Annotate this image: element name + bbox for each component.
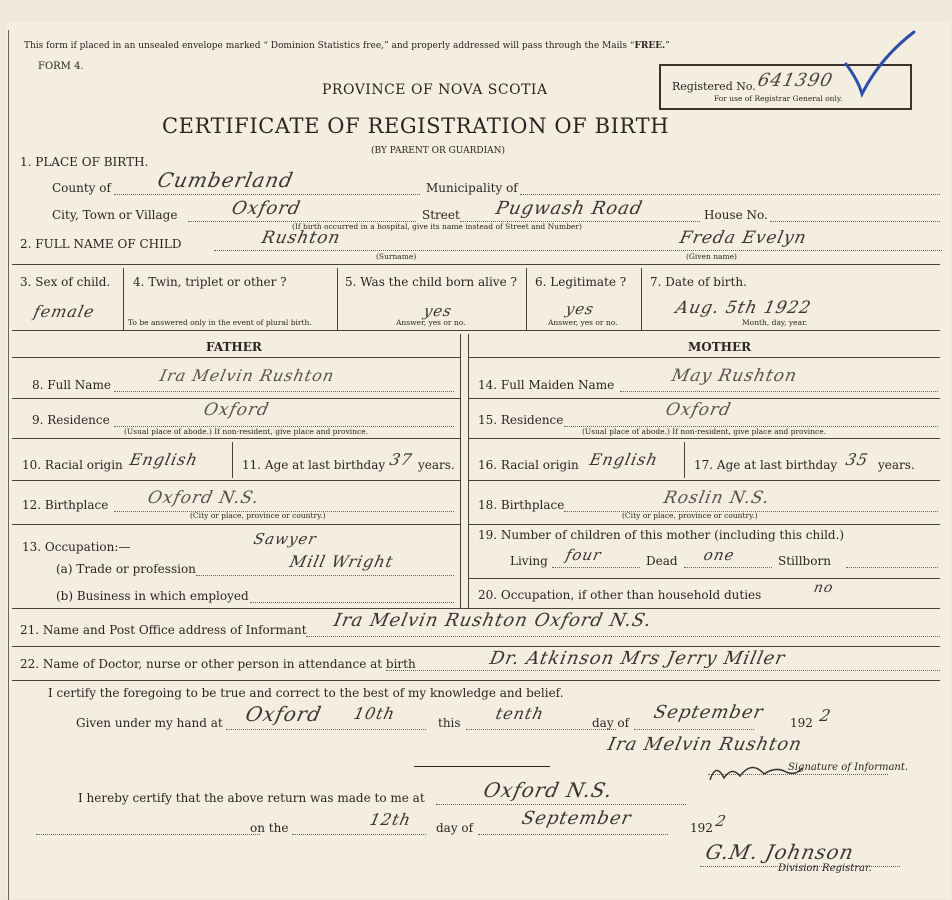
this-value: tenth: [493, 704, 546, 723]
father-residence: Oxford: [201, 400, 272, 420]
year-prefix: 192: [790, 716, 813, 730]
dead-value: one: [702, 546, 737, 564]
father-residence-label: 9. Residence: [32, 413, 110, 427]
legitimate-value: yes: [564, 300, 596, 318]
signature-caption: Signature of Informant.: [788, 762, 909, 773]
registered-label: Registered No.: [672, 80, 756, 93]
mother-age-label: 17. Age at last birthday: [694, 458, 838, 472]
father-residence-caption: (Usual place of abode.) If non-resident, give place and province.: [124, 427, 369, 436]
father-age-unit: years.: [418, 458, 455, 472]
mother-name-label: 14. Full Maiden Name: [478, 378, 615, 392]
signature-scribble-icon: [706, 756, 806, 786]
mother-racial-label: 16. Racial origin: [478, 458, 579, 472]
mother-racial: English: [587, 450, 661, 469]
registrar-caption: Division Registrar.: [778, 863, 872, 874]
alive-label: 5. Was the child born alive ?: [345, 275, 517, 289]
mother-age: 35: [843, 450, 871, 469]
alive-caption: Answer, yes or no.: [396, 318, 466, 327]
mother-maiden-name: May Rushton: [669, 366, 800, 386]
paper-edge: [8, 30, 9, 900]
doctor-value: Dr. Atkinson Mrs Jerry Miller: [487, 648, 788, 669]
sex-label: 3. Sex of child.: [20, 275, 111, 289]
on-the-value: 12th: [367, 810, 414, 829]
father-racial-label: 10. Racial origin: [22, 458, 123, 472]
mother-residence-label: 15. Residence: [478, 413, 564, 427]
city-value: Oxford: [229, 198, 303, 219]
page-subtitle: (BY PARENT OR GUARDIAN): [371, 146, 506, 156]
year-suffix: 2: [817, 706, 834, 725]
place-of-birth-heading: 1. PLACE OF BIRTH.: [20, 155, 149, 169]
given-place: Oxford: [243, 702, 325, 726]
city-label: City, Town or Village: [52, 208, 178, 222]
father-occupation-label: 13. Occupation:—: [22, 540, 131, 554]
living-label: Living: [510, 554, 548, 568]
mother-occupation-label: 20. Occupation, if other than household duties: [478, 588, 762, 602]
year-prefix-2: 192: [690, 821, 713, 835]
checkmark-icon: [840, 28, 920, 100]
father-name: Ira Melvin Rushton: [157, 366, 337, 385]
informant-signature: Ira Melvin Rushton: [605, 734, 805, 755]
father-heading: FATHER: [206, 340, 262, 354]
children-count-label: 19. Number of children of this mother (including this child.): [478, 528, 845, 542]
mother-birthplace-label: 18. Birthplace: [478, 498, 565, 512]
father-birthplace: Oxford N.S.: [145, 488, 262, 508]
informant-value: Ira Melvin Rushton Oxford N.S.: [331, 610, 654, 631]
father-age: 37: [387, 450, 415, 469]
sex-value: female: [31, 302, 97, 321]
father-birthplace-label: 12. Birthplace: [22, 498, 109, 512]
month-value-2: September: [519, 808, 634, 829]
municipality-label: Municipality of: [426, 181, 518, 195]
dead-label: Dead: [646, 554, 678, 568]
return-statement: I hereby certify that the above return was made to me at: [78, 791, 425, 805]
alive-value: yes: [422, 302, 454, 320]
legitimate-caption: Answer, yes or no.: [548, 318, 618, 327]
form-number: FORM 4.: [38, 61, 84, 72]
date-value: Aug. 5th 1922: [673, 298, 814, 318]
father-birthplace-caption: (City or place, province or country.): [190, 511, 326, 520]
mother-residence-caption: (Usual place of abode.) If non-resident, give place and province.: [582, 427, 827, 436]
mother-birthplace-caption: (City or place, province or country.): [622, 511, 758, 520]
date-label: 7. Date of birth.: [650, 275, 747, 289]
stillborn-label: Stillborn: [778, 554, 831, 568]
father-age-label: 11. Age at last birthday: [242, 458, 386, 472]
certify-statement: I certify the foregoing to be true and correct to the best of my knowledge and belief.: [48, 686, 564, 700]
month-value: September: [651, 702, 766, 723]
province-heading: PROVINCE OF NOVA SCOTIA: [322, 82, 548, 98]
child-given-name: Freda Evelyn: [677, 228, 809, 248]
year-suffix-2: 2: [714, 812, 729, 830]
this-label: this: [438, 716, 461, 730]
informant-label: 21. Name and Post Office address of Informant: [20, 623, 307, 637]
father-occupation: Sawyer: [252, 530, 319, 548]
child-surname: Rushton: [259, 228, 343, 248]
doctor-label: 22. Name of Doctor, nurse or other person in attendance at birth: [20, 657, 416, 671]
living-value: four: [564, 546, 604, 564]
father-racial: English: [127, 450, 201, 469]
house-label: House No.: [704, 208, 768, 222]
county-label: County of: [52, 181, 111, 195]
business-label: (b) Business in which employed: [56, 589, 249, 603]
return-place: Oxford N.S.: [481, 778, 616, 802]
mother-birthplace: Roslin N.S.: [661, 488, 772, 508]
registrar-only-note: For use of Registrar General only.: [714, 94, 843, 103]
county-value: Cumberland: [155, 168, 296, 192]
given-day: 10th: [351, 704, 398, 723]
day-of-label: day of: [592, 716, 630, 730]
trade-label: (a) Trade or profession: [56, 562, 196, 576]
street-value: Pugwash Road: [493, 198, 645, 219]
surname-caption: (Surname): [376, 252, 417, 261]
given-caption: (Given name): [686, 252, 737, 261]
mother-heading: MOTHER: [688, 340, 752, 354]
father-name-label: 8. Full Name: [32, 378, 111, 392]
day-of-label-2: day of: [436, 821, 474, 835]
legitimate-label: 6. Legitimate ?: [535, 275, 627, 289]
trade-value: Mill Wright: [287, 552, 396, 571]
given-label: Given under my hand at: [76, 716, 223, 730]
mother-age-unit: years.: [878, 458, 915, 472]
twin-label: 4. Twin, triplet or other ?: [133, 275, 287, 289]
mother-occupation: no: [812, 580, 836, 596]
registrar-signature: G.M. Johnson: [703, 840, 857, 864]
hospital-note: (If birth occurred in a hospital, give its name instead of Street and Number): [292, 222, 582, 231]
on-the-label: on the: [250, 821, 289, 835]
mother-residence: Oxford: [663, 400, 734, 420]
page-title: CERTIFICATE OF REGISTRATION OF BIRTH: [162, 114, 670, 138]
child-name-label: 2. FULL NAME OF CHILD: [20, 237, 182, 251]
twin-caption: To be answered only in the event of plural birth.: [128, 318, 312, 327]
registered-number: 641390: [755, 70, 835, 91]
street-label: Street: [422, 208, 460, 222]
mail-notice: This form if placed in an unsealed envelope marked “ Dominion Statistics free,” and properly addressed will pass through the Mails “FREE.”: [24, 41, 670, 51]
date-caption: Month, day, year.: [742, 318, 808, 327]
